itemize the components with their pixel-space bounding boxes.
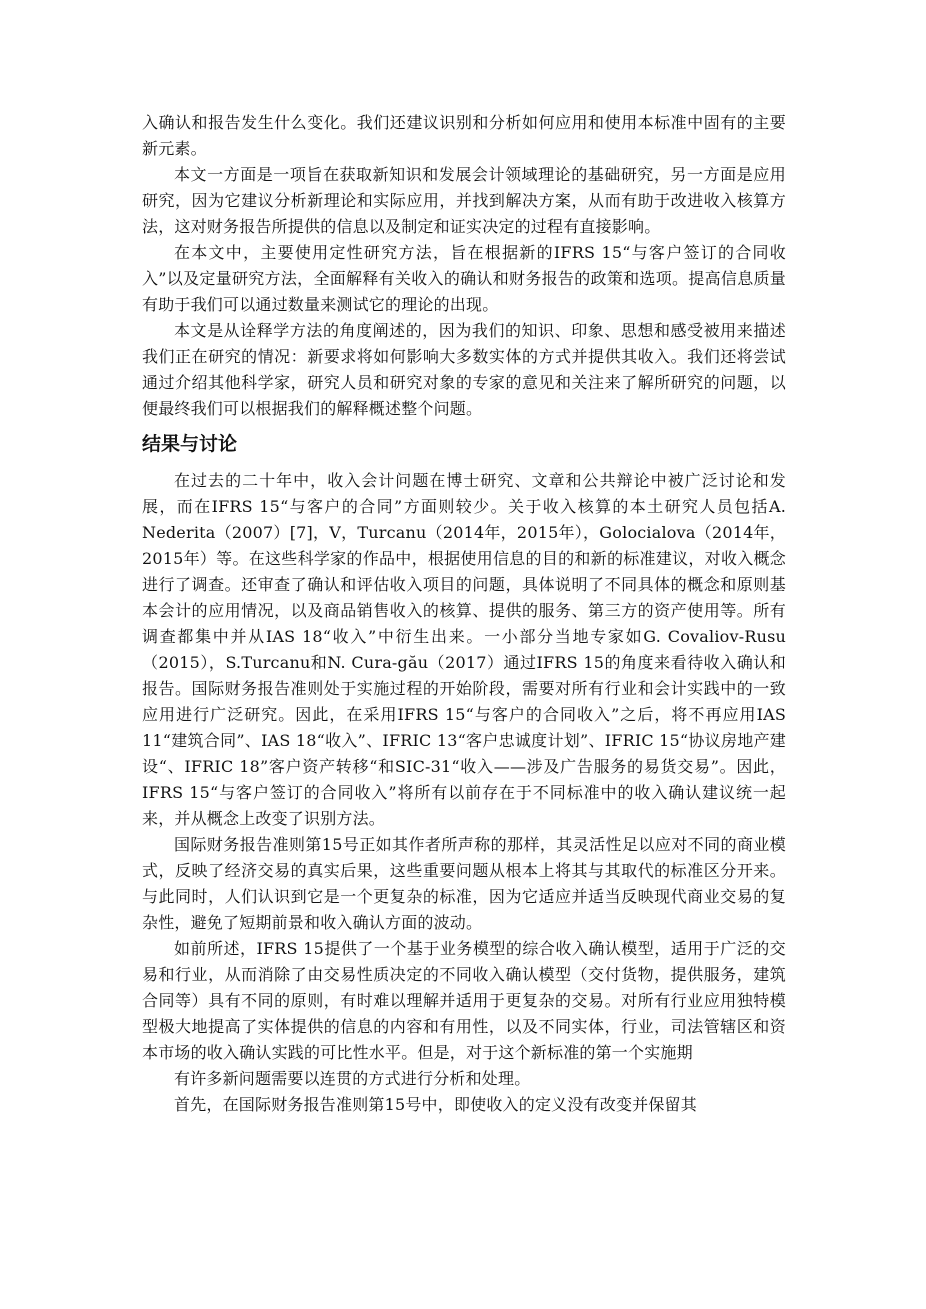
section-heading: 结果与讨论: [142, 433, 238, 455]
paragraph-ifrs15-model: 如前所述，IFRS 15提供了一个基于业务模型的综合收入确认模型，适用于广泛的交易和行业，从而消除了由交易性质决定的不同收入确认模型（交付货物，提供服务，建筑合同等）具有不同的原则，有时难以理解并适用于更复杂的交易。对所有行业应用独特模型极大地提高了实体提供的信息的内容和有用性，以及不同实体，行业，司法管辖区和资本市场的收入确认实践的可比性水平。但是，对于这个新标准的第一个实施期: [142, 939, 786, 1062]
paragraph-ifrs15-flexibility: 国际财务报告准则第15号正如其作者所声称的那样，其灵活性足以应对不同的商业模式，反映了经济交易的真实后果，这些重要问题从根本上将其与其取代的标准区分开来。与此同时，人们认识到它是一个更复杂的标准，因为它适应并适当反映现代商业交易的复杂性，避免了短期前景和收入确认方面的波动。: [142, 835, 786, 932]
paragraph-new-issues: 有许多新问题需要以连贯的方式进行分析和处理。: [174, 1069, 531, 1088]
paragraph-continuation: 入确认和报告发生什么变化。我们还建议识别和分析如何应用和使用本标准中固有的主要新元素。: [142, 113, 786, 158]
document-page: [142, 110, 786, 1118]
paragraph-first-point: 首先，在国际财务报告准则第15号中，即使收入的定义没有改变并保留其: [174, 1095, 697, 1114]
paragraph-hermeneutic-method: 本文是从诠释学方法的角度阐述的，因为我们的知识、印象、思想和感受被用来描述我们正在研究的情况：新要求将如何影响大多数实体的方式并提供其收入。我们还将尝试通过介绍其他科学家，研究人员和研究对象的专家的意见和关注来了解所研究的问题，以便最终我们可以根据我们的解释概述整个问题。: [142, 321, 786, 418]
paragraph-qualitative-method: 在本文中，主要使用定性研究方法，旨在根据新的IFRS 15“与客户签订的合同收入”以及定量研究方法，全面解释有关收入的确认和财务报告的政策和选项。提高信息质量有助于我们可以通过数量来测试它的理论的出现。: [142, 243, 786, 314]
paragraph-research-type: 本文一方面是一项旨在获取新知识和发展会计领域理论的基础研究，另一方面是应用研究，因为它建议分析新理论和实际应用，并找到解决方案，从而有助于改进收入核算方法，这对财务报告所提供的信息以及制定和证实决定的过程有直接影响。: [142, 165, 786, 236]
paragraph-literature-review: 在过去的二十年中，收入会计问题在博士研究、文章和公共辩论中被广泛讨论和发展，而在IFRS 15“与客户的合同”方面则较少。关于收入核算的本土研究人员包括A. Nederita（2007）[7]，V，Turcanu（2014年，2015年），Golocialova（2014年，2015年）等。在这些科学家的作品中，根据使用信息的目的和新的标准建议，对收入概念进行了调查。还审查了确认和评估收入项目的问题，具体说明了不同具体的概念和原则基本会计的应用情况，以及商品销售收入的核算、提供的服务、第三方的资产使用等。所有调查都集中并从IAS 18“收入”中衍生出来。一小部分当地专家如G. Covaliov-Rusu（2015），S.Turcanu和N. Cura-gău（2017）通过IFRS 15的角度来看待收入确认和报告。国际财务报告准则处于实施过程的开始阶段，需要对所有行业和会计实践中的一致应用进行广泛研究。因此，在采用IFRS 15“与客户的合同收入”之后，将不再应用IAS 11“建筑合同”、IAS 18“收入”、IFRIC 13“客户忠诚度计划”、IFRIC 15“协议房地产建设“、IFRIC 18”客户资产转移“和SIC-31“收入——涉及广告服务的易货交易”。因此，IFRS 15“与客户签订的合同收入”将所有以前存在于不同标准中的收入确认建议统一起来，并从概念上改变了识别方法。: [142, 471, 786, 828]
